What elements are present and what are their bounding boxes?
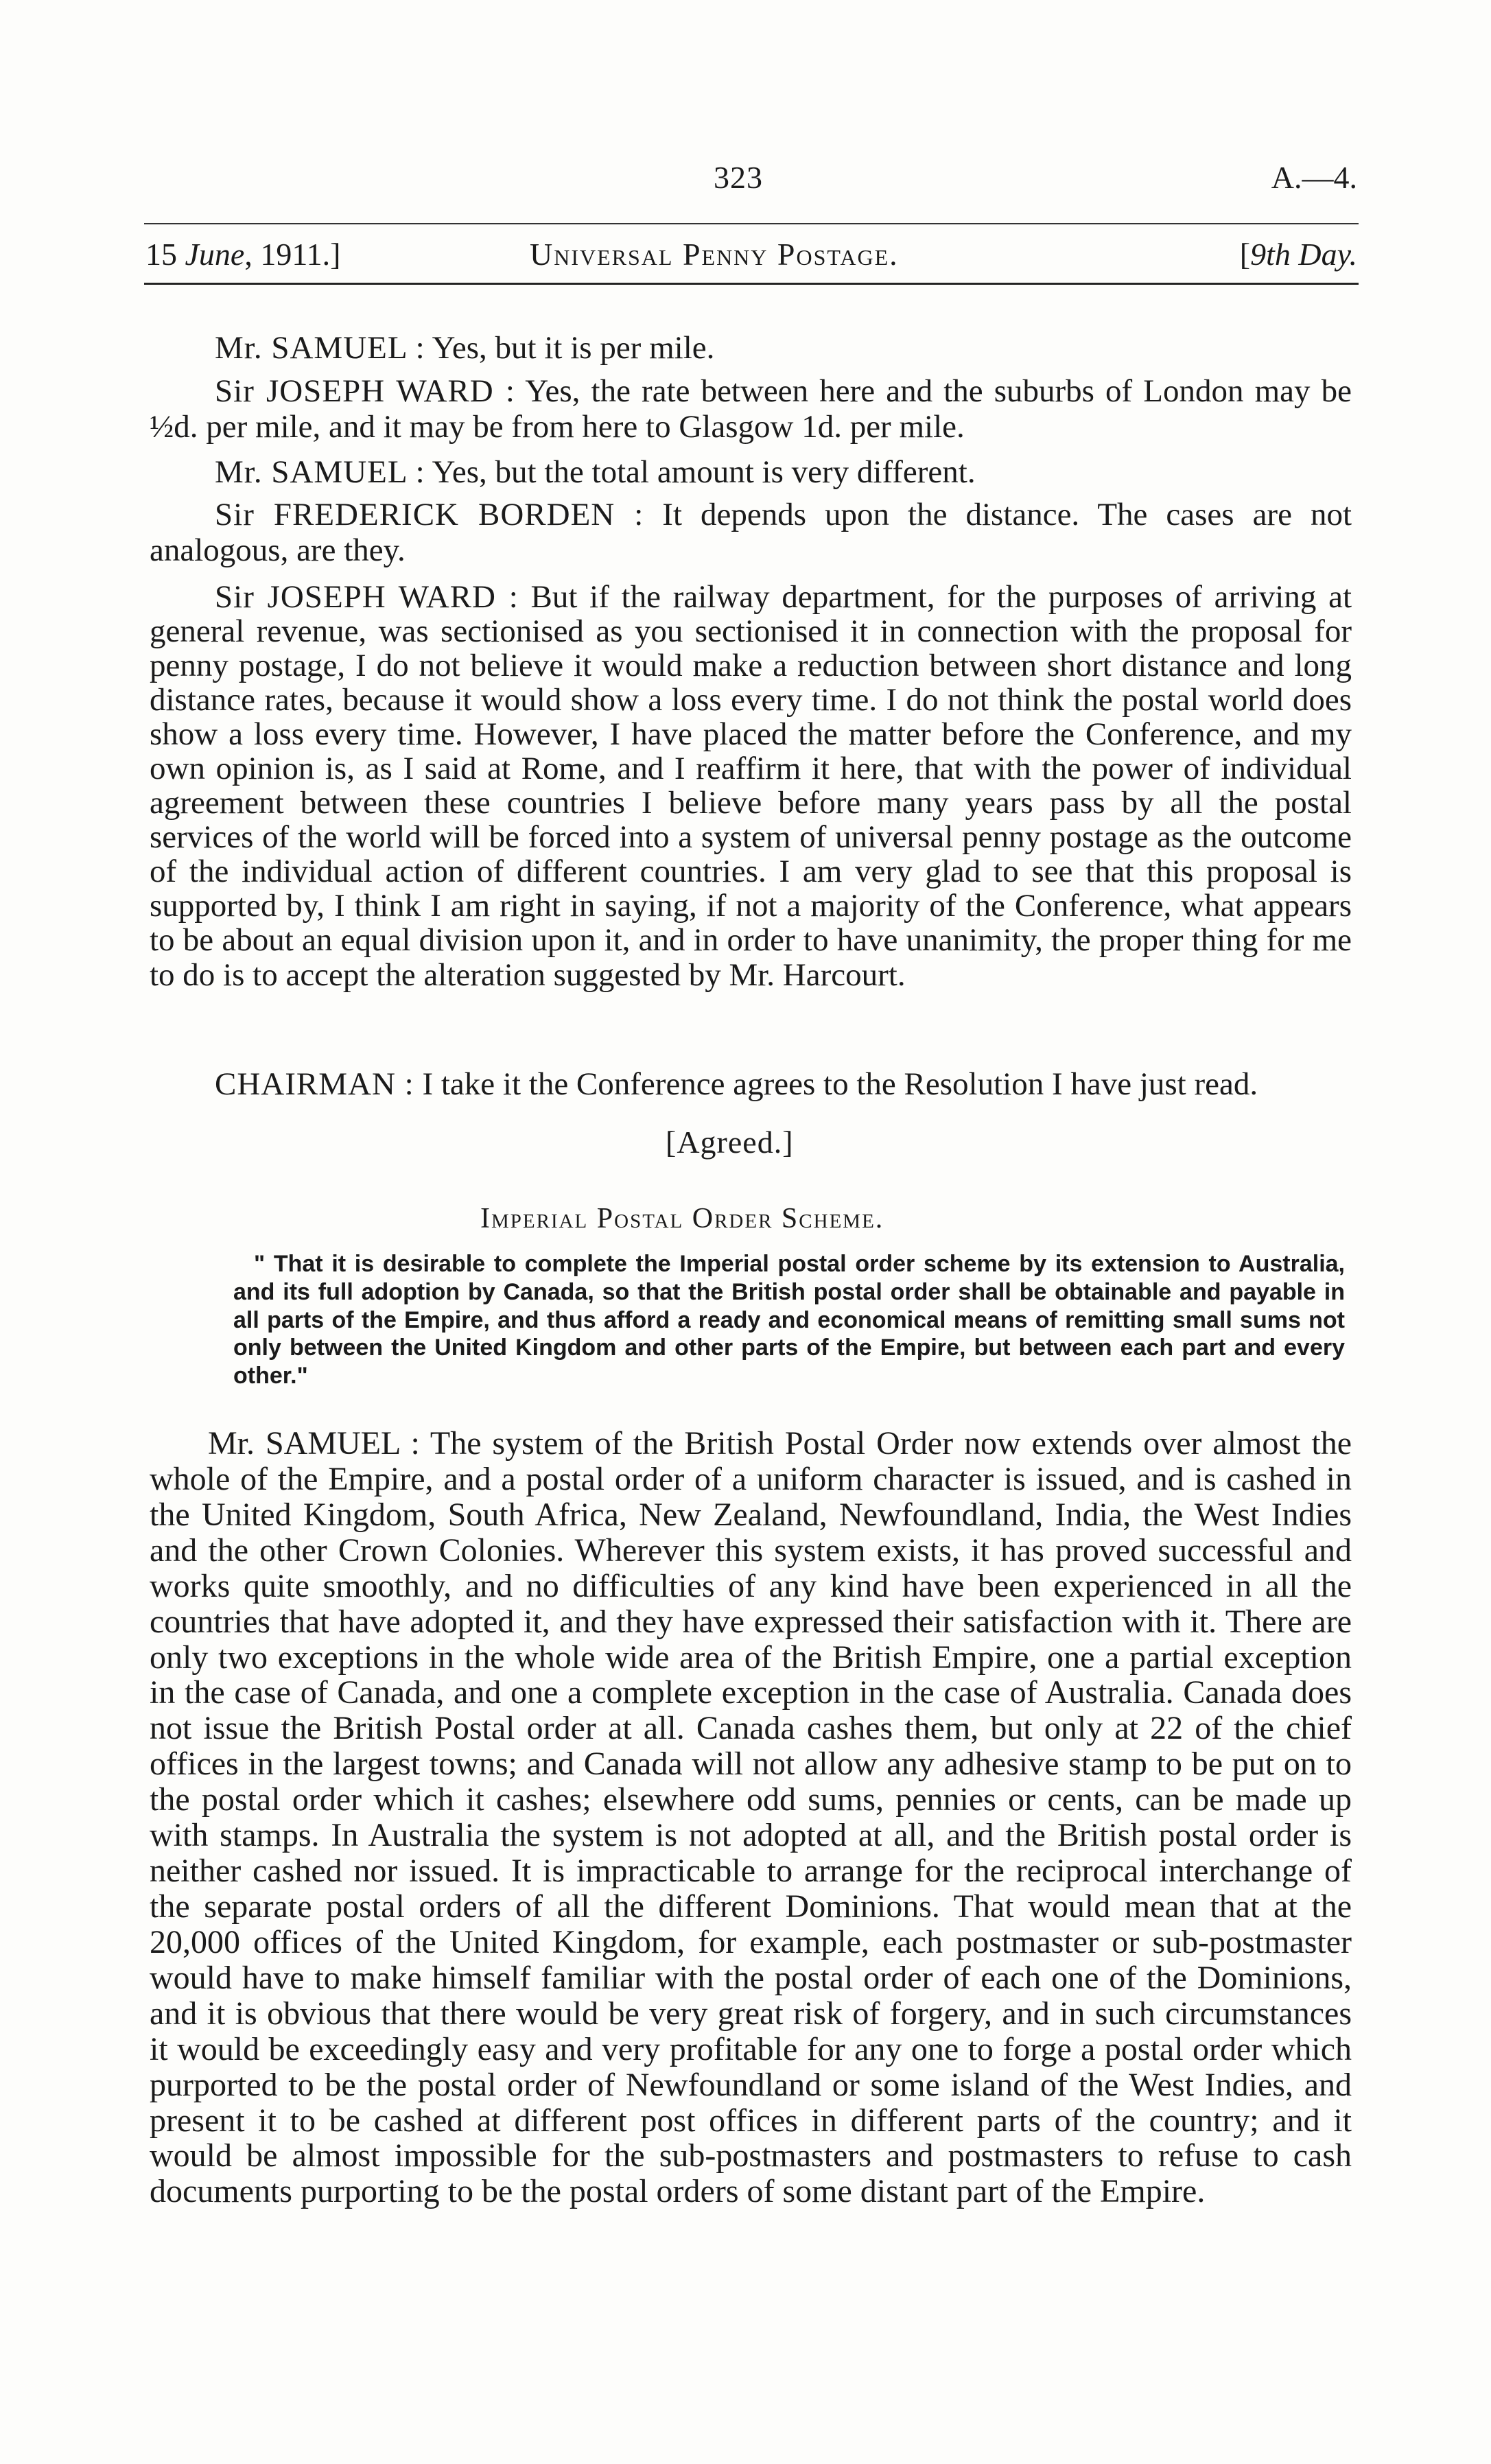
header-day-ordinal: 9th <box>1250 237 1291 272</box>
speaker-name: Mr. SAMUEL : <box>215 454 425 490</box>
section-heading: Imperial Postal Order Scheme. <box>480 1203 884 1234</box>
speech-paragraph <box>150 580 1352 992</box>
header-date-month: June <box>185 237 245 272</box>
speech-text: Yes, but the total amount is very different. <box>425 454 976 490</box>
header-day-open: [ <box>1239 237 1251 272</box>
running-head <box>145 236 1357 277</box>
speech-paragraph <box>150 455 1352 491</box>
page-number: 323 <box>714 160 763 195</box>
header-rule-top <box>144 223 1359 224</box>
speech-paragraph <box>150 1067 1352 1103</box>
speaker-name: Mr. SAMUEL : <box>208 1425 420 1462</box>
speaker-name: CHAIRMAN : <box>215 1066 414 1102</box>
speech-paragraph <box>150 331 1352 366</box>
header-date-day: 15 <box>145 237 185 272</box>
speech-text: But if the railway department, for the purposes of arriving at general revenue, was sectionised as you sectionised it in connection with the proposal for penny postage, I do not believe it would make a reduction between short distance and long distance rates, because it would show a loss every time. I do not think the postal world does show a loss every time. However, I have placed the matter before the Conference, and my own opinion is, as I said at Rome, and I reaffirm it here, that with the power of individual agreement between these countries I believe before many years pass by all the postal services of the world will be forced into a system of universal penny postage as the outcome of the individual action of different countries. I am very glad to see that this proposal is supported by, I think I am right in saying, if not a majority of the Conference, what appears to be about an equal division upon it, and in order to have unanimity, the proper thing for me to do is to accept the alteration suggested by Mr. Harcourt. <box>150 579 1352 993</box>
series-reference: A.—4. <box>1271 160 1357 195</box>
speech-text: It depends upon the distance. The cases are not analogous, are they. <box>150 497 1352 568</box>
agreed-marker: [Agreed.] <box>666 1125 794 1160</box>
header-date-year: , 1911.] <box>244 237 341 272</box>
statement-text: The system of the British Postal Order now extends over almost the whole of the Empire, and a postal order of a uniform character is issued, and is cashed in the United Kingdom, South Africa, New Zealand, Newfoundland, India, the West Indies and the other Crown Colonies. Wherever this system exists, it has proved successful and works quite smoothly, and no difficulties of any kind have been experienced in all the countries that have adopted it, and they have expressed their satisfaction with it. There are only two exceptions in the whole wide area of the British Empire, one a partial exception in the case of Canada, and one a complete exception in the case of Australia. Canada does not issue the British Postal order at all. Canada cashes them, but only at 22 of the chief offices in the largest towns; and Canada will not allow any adhesive stamp to be put on to the postal order which it cashes; elsewhere odd sums, pennies or cents, can be made up with stamps. In Australia the system is not adopted at all, and the British postal order is neither cashed nor issued. It is impracticable to arrange for the reciprocal interchange of the separate postal orders of all the different Dominions. That would mean that at the 20,000 offices of the United Kingdom, for example, each postmaster or sub-postmaster would have to make himself familiar with the postal order of each one of the Dominions, and it is obvious that there would be very great risk of forgery, and in such circumstances it would be exceedingly easy and very profitable for any one to forge a postal order which purported to be the postal order of Newfoundland or some island of the West Indies, and present it to be cashed at different post offices in different parts of the country; and it would be almost impossible for the sub-postmasters and postmasters to refuse to cash documents purporting to be the postal orders of some distant part of the Empire. <box>150 1425 1352 2210</box>
header-title: Universal Penny Postage. <box>530 237 899 272</box>
speech-text: I take it the Conference agrees to the Resolution I have just read. <box>414 1066 1258 1102</box>
speaker-name: Sir JOSEPH WARD : <box>215 579 519 615</box>
speech-text: Yes, but it is per mile. <box>425 330 715 366</box>
header-rule-bottom <box>144 283 1359 285</box>
speech-text: Yes, the rate between here and the suburbs of London may be ½d. per mile, and it may be from here to Glasgow 1d. per mile. <box>150 373 1352 445</box>
header-day <box>1240 236 1357 272</box>
samuel-statement <box>150 1426 1352 2209</box>
resolution-text: " That it is desirable to complete the Imperial postal order scheme by its extension to Australia, and its full adoption by Canada, so that the British postal order shall be obtainable and payable in all parts of the Empire, and thus afford a ready and economical means of remitting small sums not only between the United Kingdom and other parts of the Empire, but between each part and every other." <box>233 1251 1345 1389</box>
speaker-name: Sir JOSEPH WARD : <box>215 373 515 409</box>
header-date <box>145 236 340 272</box>
header-day-word: Day. <box>1290 237 1357 272</box>
speaker-name: Sir FREDERICK BORDEN : <box>215 497 644 532</box>
speech-paragraph <box>150 374 1352 445</box>
speech-paragraph <box>150 497 1352 568</box>
speaker-name: Mr. SAMUEL : <box>215 330 425 366</box>
